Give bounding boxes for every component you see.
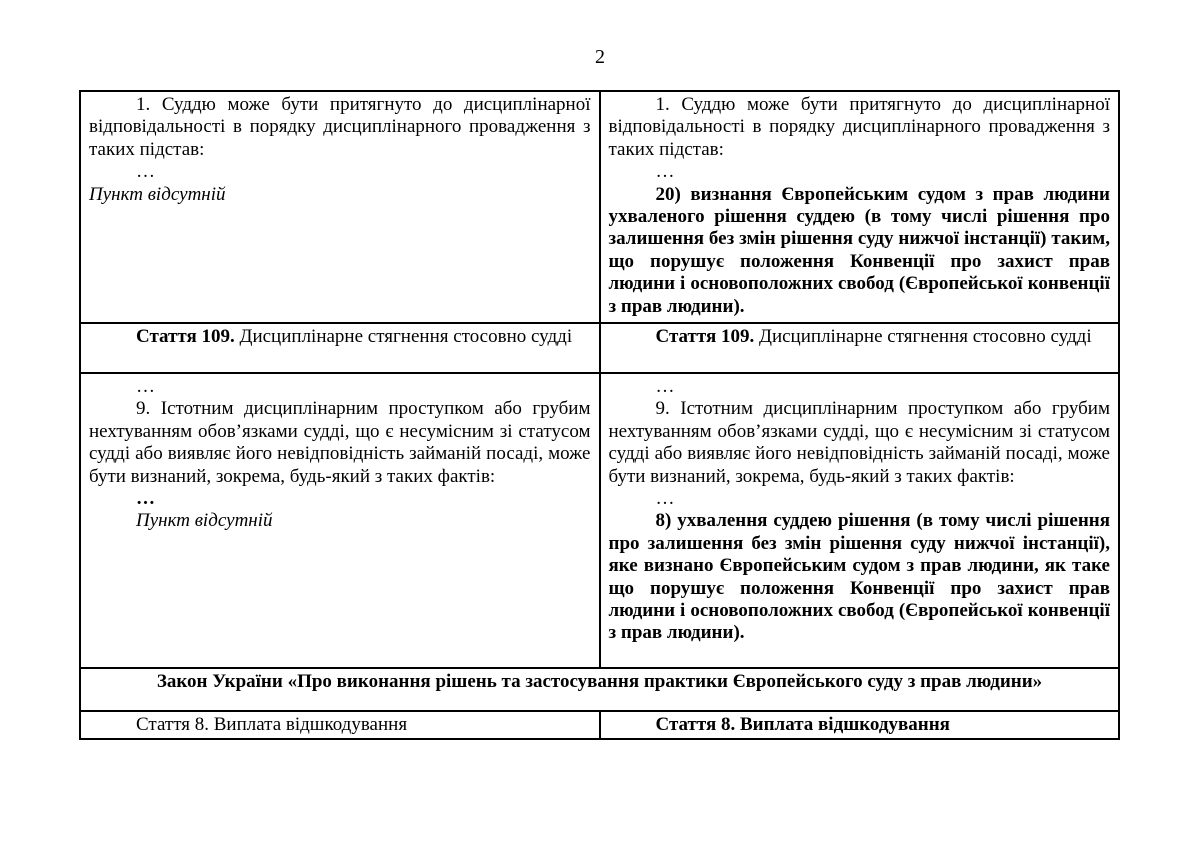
- paragraph-offence-intro: 9. Істотним дисциплінарним проступком або грубим нехтуванням обов’язками судді, що є несумісним зі статусом судді або виявляє його невідповідність займаній посаді, може бути визнаний, зокрема, будь-який з таких фактів:: [89, 398, 591, 487]
- law-on-echr-title: Закон України «Про виконання рішень та застосування практики Європейського суду з прав людини»: [156, 671, 1043, 692]
- article-109-title: Дисциплінарне стягнення стосовно судді: [239, 326, 573, 347]
- ellipsis-mark: …: [655, 488, 675, 510]
- cell-current-offence-facts: [80, 373, 600, 668]
- paragraph-grounds-intro: 1. Суддю може бути притягнуто до дисциплінарної відповідальності в порядку дисциплінарного провадження з таких підстав:: [89, 94, 591, 160]
- cell-proposed-article-8: [600, 711, 1120, 739]
- cell-proposed-article-109: [600, 323, 1120, 373]
- article-8-heading: Стаття 8. Виплата відшкодування: [655, 714, 950, 735]
- ellipsis-mark: …: [655, 161, 675, 183]
- article-109-label: Стаття 109.: [655, 326, 755, 347]
- cell-law-on-echr-execution-title: [80, 668, 1119, 711]
- table-row: [80, 668, 1119, 711]
- table-row: [80, 323, 1119, 373]
- point-absent-note: Пункт відсутній: [89, 183, 226, 205]
- article-8-heading: Стаття 8. Виплата відшкодування: [136, 714, 408, 735]
- ellipsis-mark: …: [655, 376, 675, 397]
- point-20-new-text: 20) визнання Європейським судом з прав людини ухваленого рішення суддею (в тому числі рішення про залишення без змін рішення суду нижчої інстанції) таким, що порушує положення Конвенції про захист прав людини і основоположних свобод (Європейської конвенції з прав людини).: [608, 183, 1110, 317]
- ellipsis-mark: …: [136, 161, 155, 183]
- article-109-heading: [89, 326, 591, 348]
- paragraph-grounds-intro: 1. Суддю може бути притягнуто до дисциплінарної відповідальності в порядку дисциплінарного провадження з таких підстав:: [608, 94, 1110, 160]
- article-109-label: Стаття 109.: [136, 326, 235, 347]
- cell-proposed-law-grounds: [600, 91, 1120, 323]
- point-8-new-text: 8) ухвалення суддею рішення (в тому числі рішення про залишення без змін рішення суду нижчої інстанції), яке визнано Європейським судом з прав людини, як таке що порушує положення Конвенції про захист прав людини і основоположних свобод (Європейської конвенції з прав людини).: [608, 510, 1110, 644]
- article-109-title: Дисциплінарне стягнення стосовно судді: [759, 326, 1092, 347]
- point-absent-note: Пункт відсутній: [136, 510, 273, 532]
- ellipsis-mark: …: [136, 488, 155, 510]
- law-comparison-table: [79, 90, 1120, 740]
- table-row: [80, 373, 1119, 668]
- cell-current-law-grounds: [80, 91, 600, 323]
- cell-current-article-109: [80, 323, 600, 373]
- table-row: [80, 91, 1119, 323]
- article-109-heading: [609, 326, 1111, 348]
- page-number: 2: [595, 46, 605, 68]
- cell-current-article-8: [80, 711, 600, 739]
- cell-proposed-offence-facts: [600, 373, 1120, 668]
- table-row: [80, 711, 1119, 739]
- ellipsis-mark: …: [136, 376, 155, 397]
- paragraph-offence-intro: 9. Істотним дисциплінарним проступком або грубим нехтуванням обов’язками судді, що є несумісним зі статусом судді або виявляє його невідповідність займаній посаді, може бути визнаний, зокрема, будь-який з таких фактів:: [608, 398, 1110, 487]
